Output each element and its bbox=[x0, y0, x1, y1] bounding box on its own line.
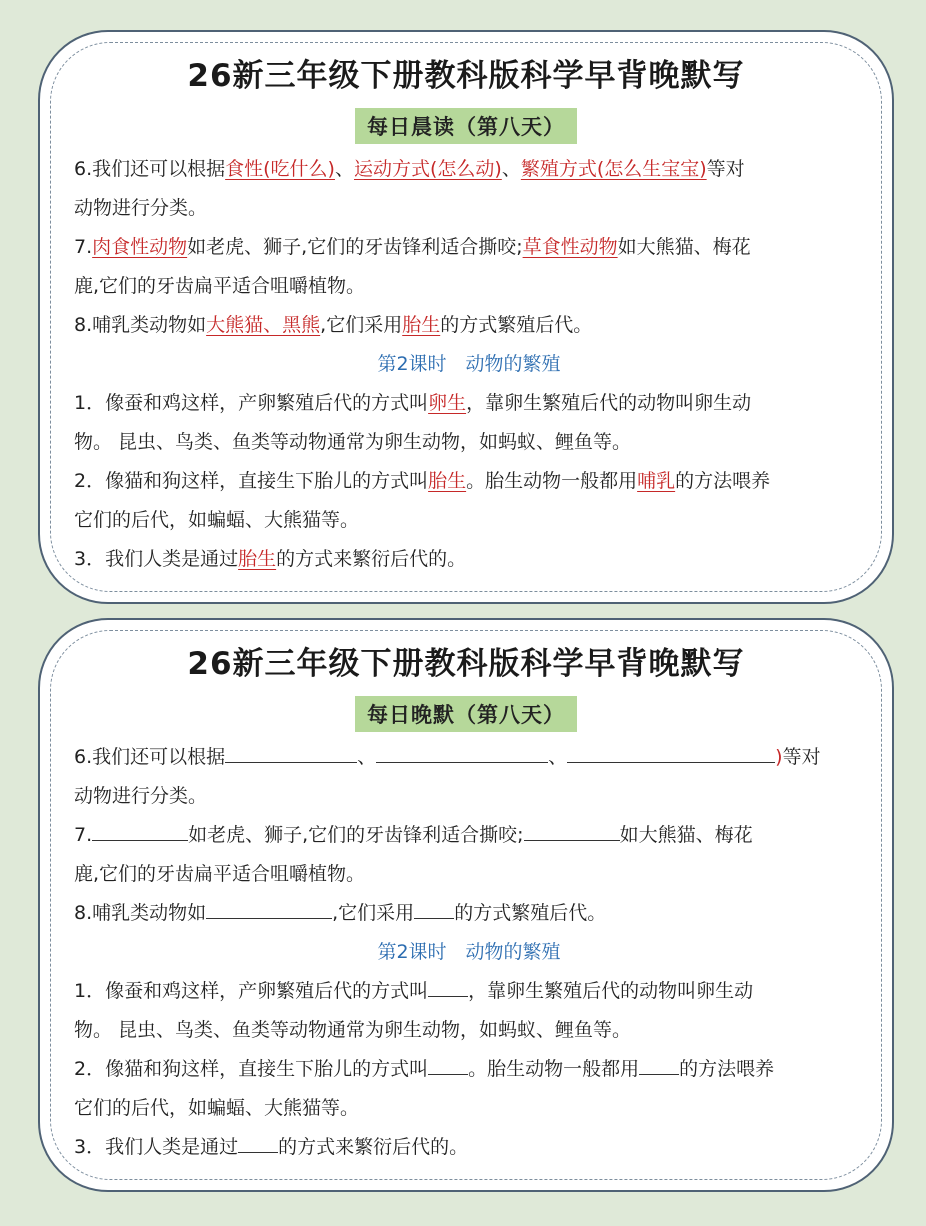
blank-viviparous-2[interactable] bbox=[428, 1052, 468, 1075]
evening-title: 26新三年级下册教科版科学早背晚默写 bbox=[187, 646, 745, 682]
evening-line-s1b: 物。 昆虫、鸟类、鱼类等动物通常为卵生动物，如蚂蚁、鲤鱼等。 bbox=[74, 1019, 632, 1041]
blank-mammals[interactable] bbox=[206, 896, 332, 919]
answer-oviparous: 卵生 bbox=[428, 392, 467, 414]
morning-card bbox=[38, 30, 894, 604]
answer-carnivore: 肉食性动物 bbox=[92, 236, 188, 258]
evening-line-s3: 3．我们人类是通过 的方式来繁衍后代的。 bbox=[74, 1128, 864, 1167]
morning-subtitle: 第2课时 动物的繁殖 bbox=[377, 353, 561, 375]
morning-line-s2b: 它们的后代，如蝙蝠、大熊猫等。 bbox=[74, 509, 360, 531]
evening-line-7b: 鹿,它们的牙齿扁平适合咀嚼植物。 bbox=[74, 863, 366, 885]
blank-oviparous[interactable] bbox=[428, 974, 468, 997]
blank-diet[interactable] bbox=[225, 740, 357, 763]
answer-nursing: 哺乳 bbox=[637, 470, 676, 492]
morning-line-8: 8.哺乳类动物如大熊猫、黑熊,它们采用胎生的方式繁殖后代。 bbox=[74, 314, 593, 336]
morning-content bbox=[74, 150, 864, 579]
answer-mammals: 大熊猫、黑熊 bbox=[206, 314, 321, 336]
morning-badge: 每日晨读（第八天） bbox=[355, 108, 577, 144]
answer-viviparous-2: 胎生 bbox=[428, 470, 467, 492]
answer-viviparous-3: 胎生 bbox=[238, 548, 277, 570]
evening-badge: 每日晚默（第八天） bbox=[355, 696, 577, 732]
blank-herbivore[interactable] bbox=[524, 818, 620, 841]
evening-card bbox=[38, 618, 894, 1192]
blank-viviparous[interactable] bbox=[414, 896, 454, 919]
blank-movement[interactable] bbox=[376, 740, 548, 763]
blank-nursing[interactable] bbox=[639, 1052, 679, 1075]
evening-line-6: 6.我们还可以根据 、 、 )等对 bbox=[74, 738, 864, 777]
answer-herbivore: 草食性动物 bbox=[522, 236, 618, 258]
morning-line-s1b: 物。 昆虫、鸟类、鱼类等动物通常为卵生动物，如蚂蚁、鲤鱼等。 bbox=[74, 431, 632, 453]
answer-diet: 食性(吃什么) bbox=[225, 158, 335, 180]
blank-carnivore[interactable] bbox=[92, 818, 188, 841]
evening-subtitle: 第2课时 动物的繁殖 bbox=[377, 941, 561, 963]
evening-line-6b: 动物进行分类。 bbox=[74, 785, 208, 807]
evening-line-s2: 2．像猫和狗这样，直接生下胎儿的方式叫 。胎生动物一般都用 的方法喂养 bbox=[74, 1050, 864, 1089]
evening-content bbox=[74, 738, 864, 1167]
answer-reproduction: 繁殖方式(怎么生宝宝) bbox=[520, 158, 707, 180]
morning-line-s3: 3．我们人类是通过胎生的方式来繁衍后代的。 bbox=[74, 548, 467, 570]
blank-reproduction[interactable] bbox=[567, 740, 775, 763]
evening-line-7: 7. 如老虎、狮子,它们的牙齿锋利适合撕咬; 如大熊猫、梅花 bbox=[74, 816, 864, 855]
evening-line-s2b: 它们的后代，如蝙蝠、大熊猫等。 bbox=[74, 1097, 360, 1119]
answer-viviparous: 胎生 bbox=[402, 314, 441, 336]
evening-line-8: 8.哺乳类动物如 ,它们采用 的方式繁殖后代。 bbox=[74, 894, 864, 933]
morning-line-s1: 1．像蚕和鸡这样，产卵繁殖后代的方式叫卵生，靠卵生繁殖后代的动物叫卵生动 bbox=[74, 392, 752, 414]
morning-line-7: 7.肉食性动物如老虎、狮子,它们的牙齿锋利适合撕咬;草食性动物如大熊猫、梅花 bbox=[74, 236, 751, 258]
morning-line-6: 6.我们还可以根据食性(吃什么)、运动方式(怎么动)、繁殖方式(怎么生宝宝)等对 bbox=[74, 158, 745, 180]
morning-title: 26新三年级下册教科版科学早背晚默写 bbox=[187, 58, 745, 94]
answer-movement: 运动方式(怎么动) bbox=[353, 158, 502, 180]
blank-viviparous-3[interactable] bbox=[238, 1130, 278, 1153]
evening-line-s1: 1．像蚕和鸡这样，产卵繁殖后代的方式叫 ，靠卵生繁殖后代的动物叫卵生动 bbox=[74, 972, 864, 1011]
morning-line-6b: 动物进行分类。 bbox=[74, 197, 208, 219]
morning-line-7b: 鹿,它们的牙齿扁平适合咀嚼植物。 bbox=[74, 275, 366, 297]
morning-line-s2: 2．像猫和狗这样，直接生下胎儿的方式叫胎生。胎生动物一般都用哺乳的方法喂养 bbox=[74, 470, 771, 492]
